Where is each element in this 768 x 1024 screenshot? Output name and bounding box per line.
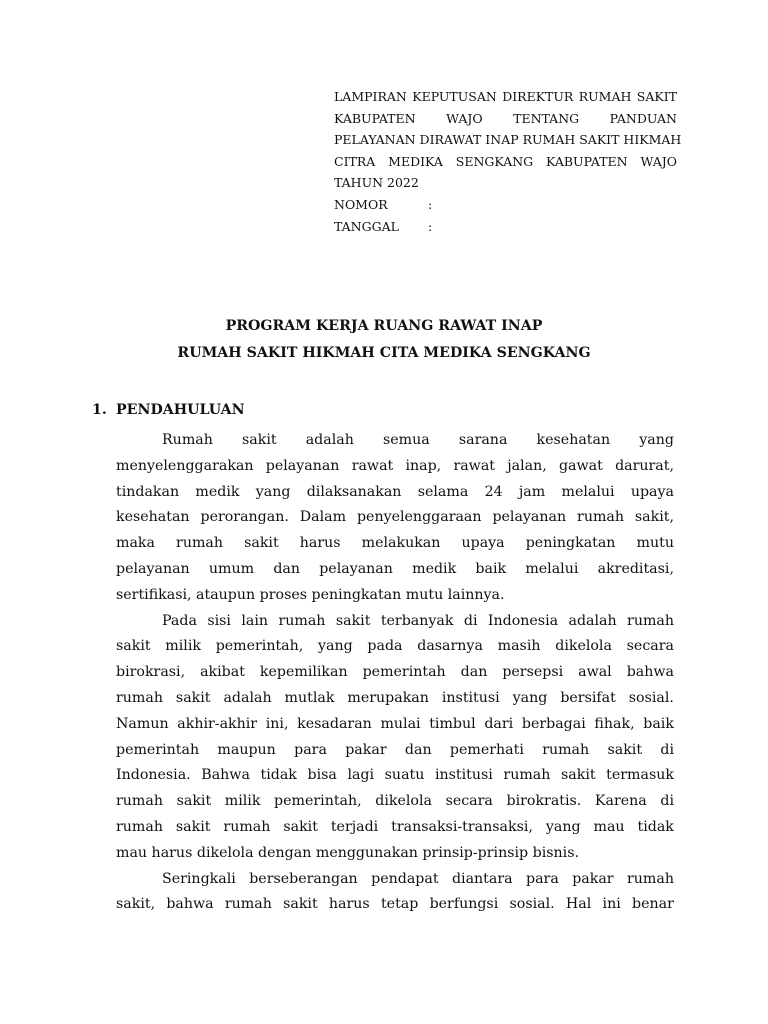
word: mulai	[380, 715, 421, 732]
word: adalah	[223, 689, 272, 706]
word: sakit	[560, 767, 596, 784]
word: penyelenggaraan	[356, 509, 482, 526]
word: awal	[578, 664, 612, 681]
word: Bahwa	[201, 767, 250, 784]
word: inap,	[405, 457, 442, 474]
text-line	[116, 557, 674, 583]
word: sosial.	[509, 896, 555, 913]
word: yang	[545, 818, 581, 835]
text-line	[116, 428, 674, 454]
text-line	[116, 505, 674, 531]
word: rawat	[453, 457, 495, 474]
word: rumah	[116, 689, 163, 706]
word: jam	[518, 483, 546, 500]
word: sakit	[116, 638, 151, 655]
nomor-field	[334, 194, 677, 216]
word: rumah	[224, 896, 272, 913]
text-line	[116, 454, 674, 480]
word: maupun	[217, 741, 276, 758]
word: lain	[241, 612, 269, 629]
body-text	[116, 428, 674, 918]
word: sakit	[335, 612, 371, 629]
word: para	[526, 870, 559, 887]
word: melalui	[561, 483, 615, 500]
document-title: PROGRAM KERJA RUANG RAWAT INAP	[225, 318, 543, 334]
word: dan	[460, 664, 488, 681]
text-line	[116, 634, 674, 660]
word: merupakan	[347, 689, 429, 706]
attachment-year: TAHUN 2022	[334, 175, 419, 191]
word: harus	[328, 896, 370, 913]
word: PANDUAN	[609, 110, 677, 126]
word: dilaksanakan	[306, 483, 402, 500]
word: medik	[412, 560, 457, 577]
word: milik	[165, 638, 201, 655]
word: Namun	[116, 715, 169, 732]
word: upaya	[461, 535, 505, 552]
word: di	[660, 793, 674, 810]
word: timbul	[429, 715, 476, 732]
word: institusi	[441, 689, 500, 706]
word: birokratis.	[506, 793, 582, 810]
text-line	[116, 789, 674, 815]
word: di	[660, 741, 674, 758]
word: benar	[632, 896, 674, 913]
word: masih	[497, 638, 541, 655]
word: semua	[382, 432, 430, 448]
word: pendapat	[371, 870, 439, 887]
word: ini	[602, 896, 621, 913]
word: melalui	[525, 560, 579, 577]
word: mau	[593, 818, 625, 835]
word: bersifat	[560, 689, 616, 706]
word: perorangan.	[200, 509, 289, 526]
tanggal-field	[334, 216, 677, 238]
word: Seringkali	[162, 870, 236, 887]
text-line	[116, 763, 674, 789]
word: yang	[639, 432, 674, 448]
word: medik	[195, 483, 240, 500]
word: fihak,	[594, 715, 635, 732]
word: sisi	[207, 612, 231, 629]
word: sakit	[242, 432, 277, 448]
word: berbagai	[521, 715, 586, 732]
word: bahwa	[626, 664, 674, 681]
word: akibat	[200, 664, 245, 681]
word: akreditasi,	[597, 560, 674, 577]
word: rumah	[116, 818, 163, 835]
word: Pada	[162, 612, 197, 629]
word: baik	[475, 560, 507, 577]
word: rumah	[627, 612, 674, 629]
word: 24	[484, 483, 503, 500]
word: sakit	[175, 689, 211, 706]
word: transaksi-transaksi,	[391, 818, 533, 835]
word: pelayanan	[116, 560, 190, 577]
word: yang	[318, 638, 353, 655]
word: Hal	[565, 896, 592, 913]
word: rumah	[577, 509, 624, 526]
word: lagi	[347, 767, 375, 784]
word: Dalam	[299, 509, 347, 526]
attachment-header	[334, 86, 682, 237]
text-line	[116, 815, 674, 841]
word: SAKIT	[636, 89, 677, 104]
word: rumah	[223, 818, 271, 835]
tanggal-label: TANGGAL	[334, 218, 399, 234]
word: harus	[299, 535, 341, 552]
word: CITRA	[334, 153, 376, 169]
word: WAJO	[446, 110, 483, 126]
word: upaya	[630, 483, 674, 500]
word: peningkatan	[525, 535, 616, 552]
tanggal-value: :	[428, 218, 433, 234]
word: secara	[445, 793, 493, 810]
word: dan	[404, 741, 432, 758]
word: sakit	[175, 818, 211, 835]
word: pemerintah,	[215, 638, 304, 655]
word: pakar	[345, 741, 387, 758]
word: kesadaran	[297, 715, 372, 732]
word: pakar	[572, 870, 614, 887]
word: secara	[626, 638, 674, 655]
word: WAJO	[640, 153, 677, 169]
attachment-line	[334, 86, 677, 108]
text-line	[116, 480, 674, 506]
word: sakit	[176, 793, 212, 810]
word: rumah	[503, 767, 551, 784]
word: akhir-akhir	[177, 715, 258, 732]
word: rumah	[542, 741, 590, 758]
word: KEPUTUSAN	[412, 89, 497, 104]
word: terbanyak	[380, 612, 454, 629]
word: di	[463, 612, 478, 629]
word: sakit	[607, 741, 643, 758]
section-title: PENDAHULUAN	[116, 402, 245, 418]
text-line	[116, 660, 674, 686]
word: rumah	[176, 535, 224, 552]
word: berfungsi	[429, 896, 499, 913]
word: dan	[273, 560, 300, 577]
word: adalah	[568, 612, 617, 629]
word: adalah	[305, 432, 354, 448]
word: rumah	[116, 793, 163, 810]
word: para	[294, 741, 327, 758]
word: pada	[367, 638, 403, 655]
word: termasuk	[606, 767, 674, 784]
word: Indonesia.	[116, 767, 191, 784]
word: darurat,	[615, 457, 674, 474]
word: sakit,	[116, 896, 156, 913]
word: sakit,	[634, 509, 674, 526]
word: yang	[255, 483, 291, 500]
word: suatu	[384, 767, 425, 784]
word: TENTANG	[513, 110, 580, 126]
word: LAMPIRAN	[334, 89, 407, 104]
word: sakit	[244, 535, 279, 552]
word: RUMAH	[578, 89, 632, 104]
text-line: sertifikasi, ataupun proses peningkatan mutu lainnya.	[116, 586, 505, 603]
word: jalan,	[507, 457, 547, 474]
word: sakit	[283, 896, 318, 913]
text-line	[116, 738, 674, 764]
word: umum	[208, 560, 255, 577]
word: SENGKANG	[455, 153, 534, 169]
word: milik	[224, 793, 261, 810]
word: birokrasi,	[116, 664, 186, 681]
word: ini,	[265, 715, 289, 732]
word: yang	[512, 689, 548, 706]
word: kesehatan	[536, 432, 611, 448]
word: Indonesia	[487, 612, 559, 629]
word: institusi	[434, 767, 493, 784]
section-heading	[92, 402, 245, 418]
word: kesehatan	[116, 509, 190, 526]
word: pelayanan	[492, 509, 567, 526]
word: tidak	[260, 767, 297, 784]
word: baik	[643, 715, 674, 732]
word: persepsi	[502, 664, 564, 681]
word: gawat	[558, 457, 603, 474]
document-subtitle: RUMAH SAKIT HIKMAH CITA MEDIKA SENGKANG	[177, 345, 591, 361]
word: KABUPATEN	[334, 110, 416, 126]
word: tetap	[380, 896, 419, 913]
word: pemerintah	[116, 741, 200, 758]
word: tindakan	[116, 483, 180, 500]
word: melakukan	[361, 535, 441, 552]
word: bahwa	[166, 896, 214, 913]
word: Karena	[594, 793, 647, 810]
text-line	[116, 609, 674, 635]
word: sakit	[283, 818, 318, 835]
word: diantara	[451, 870, 513, 887]
word: dasarnya	[417, 638, 483, 655]
text-line	[116, 867, 674, 893]
word: selama	[417, 483, 469, 500]
word: berseberangan	[249, 870, 358, 887]
text-line	[116, 686, 674, 712]
word: maka	[116, 535, 155, 552]
word: pemerhati	[449, 741, 524, 758]
text-line	[116, 531, 674, 557]
word: dikelola	[555, 638, 612, 655]
word: KABUPATEN	[546, 153, 628, 169]
word: rumah	[278, 612, 326, 629]
attachment-line: PELAYANAN DIRAWAT INAP RUMAH SAKIT HIKMAH	[334, 132, 682, 148]
word: pemerintah	[362, 664, 446, 681]
word: DIREKTUR	[502, 89, 574, 104]
word: rumah	[627, 870, 674, 887]
word: bisa	[307, 767, 337, 784]
word: rawat	[351, 457, 394, 474]
nomor-value: :	[428, 196, 433, 212]
word: terjadi	[330, 818, 379, 835]
section-number: 1.	[92, 402, 107, 418]
word: kepemilikan	[259, 664, 348, 681]
attachment-line	[334, 108, 677, 130]
word: MEDIKA	[388, 153, 443, 169]
word: dikelola	[375, 793, 432, 810]
word: pemerintah,	[274, 793, 362, 810]
word: pelayanan	[265, 457, 340, 474]
word: dari	[484, 715, 514, 732]
word: sosial.	[628, 689, 674, 706]
text-line	[116, 892, 674, 918]
word: pelayanan	[319, 560, 393, 577]
word: tidak	[637, 818, 674, 835]
attachment-line	[334, 151, 677, 173]
nomor-label: NOMOR	[334, 196, 388, 212]
word: mutlak	[284, 689, 335, 706]
word: menyelenggarakan	[116, 457, 254, 474]
word: sarana	[458, 432, 508, 448]
text-line	[116, 712, 674, 738]
text-line: mau harus dikelola dengan menggunakan prinsip-prinsip bisnis.	[116, 844, 579, 861]
word: Rumah	[162, 432, 213, 448]
word: mutu	[636, 535, 674, 552]
